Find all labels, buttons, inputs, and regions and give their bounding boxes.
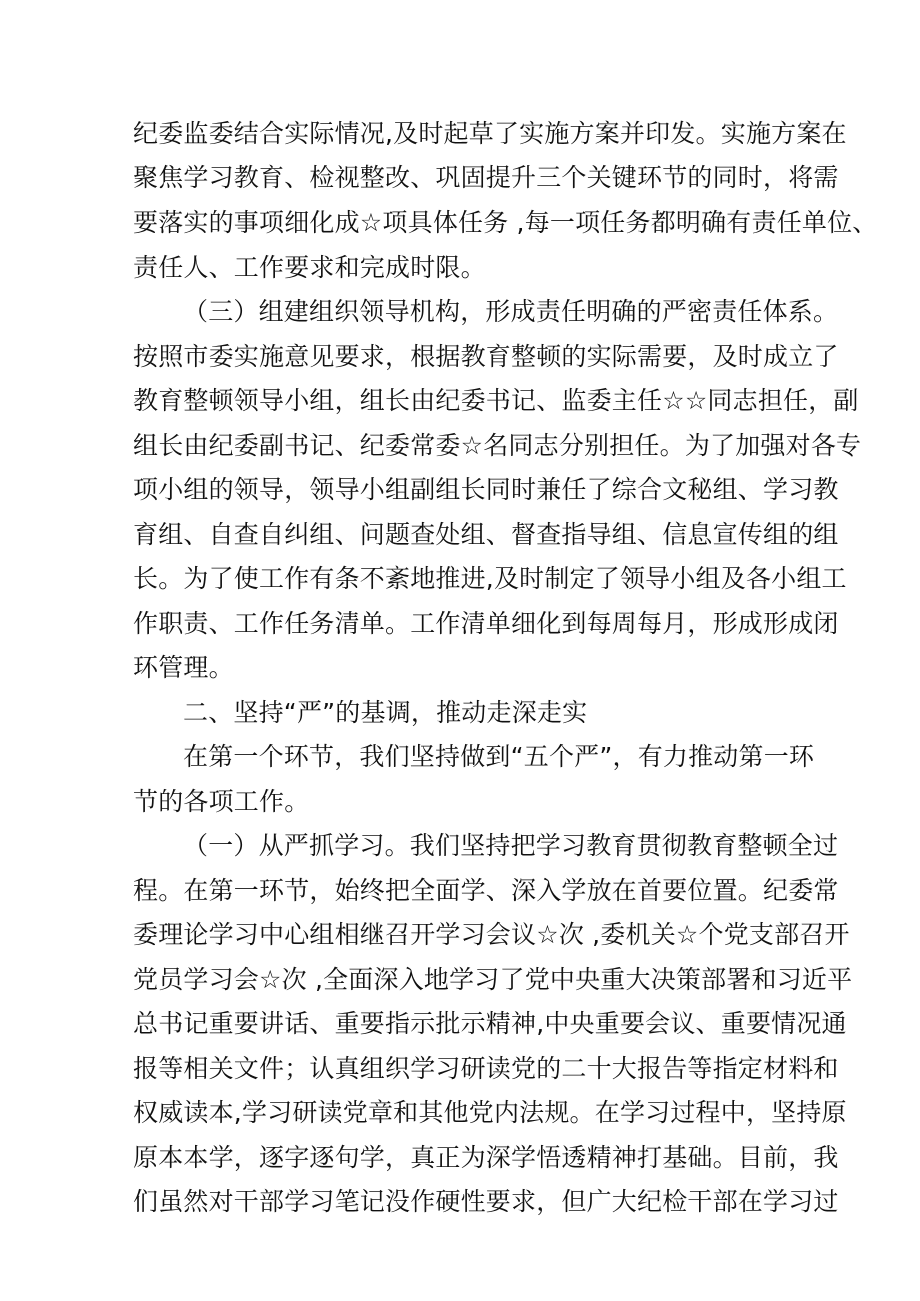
body-text-line: 总书记重要讲话、重要指示批示精神,中央重要会议、重要情况通 [133, 1009, 847, 1038]
section-heading: （三）组建组织领导机构，形成责任明确的严密责任体系。 [183, 297, 839, 326]
body-text-line: 组长由纪委副书记、纪委常委☆名同志分别担任。为了加强对各专 [133, 431, 862, 460]
body-text-line: 纪委监委结合实际情况,及时起草了实施方案并印发。实施方案在 [133, 119, 847, 148]
body-text-line: 委理论学习中心组相继召开学习会议☆次 ,委机关☆个党支部召开 [133, 920, 850, 949]
body-text-line: 原本本学，逐字逐句学，真正为深学悟透精神打基础。目前，我 [133, 1143, 839, 1172]
body-text-line: 项小组的领导，领导小组副组长同时兼任了综合文秘组、学习教 [133, 475, 839, 504]
body-text-line: 聚焦学习教育、检视整改、巩固提升三个关键环节的同时，将需 [133, 163, 839, 192]
body-text-line: 环管理。 [133, 653, 234, 682]
body-text-line: 党员学习会☆次 ,全面深入地学习了党中央重大决策部署和习近平 [133, 965, 853, 994]
section-heading: 二、坚持“严”的基调，推动走深走实 [183, 698, 588, 727]
body-text-line: 作职责、工作任务清单。工作清单细化到每周每月，形成形成闭 [133, 609, 839, 638]
body-text-line: 育组、自查自纠组、问题查处组、督查指导组、信息宣传组的组 [133, 520, 839, 549]
body-text-line: 责任人、工作要求和完成时限。 [133, 253, 486, 282]
body-text-line: 报等相关文件；认真组织学习研读党的二十大报告等指定材料和 [133, 1054, 839, 1083]
body-text-line: 程。在第一环节，始终把全面学、深入学放在首要位置。纪委常 [133, 876, 839, 905]
body-text-line: 长。为了使工作有条不紊地推进,及时制定了领导小组及各小组工 [133, 564, 847, 593]
body-text-line: 权威读本,学习研读党章和其他党内法规。在学习过程中，坚持原 [133, 1098, 847, 1127]
subsection-heading: （一）从严抓学习。我们坚持把学习教育贯彻教育整顿全过 [183, 831, 839, 860]
body-text-line: 教育整顿领导小组，组长由纪委书记、监委主任☆☆同志担任，副 [133, 386, 859, 415]
body-text-line: 在第一个环节，我们坚持做到“五个严”，有力推动第一环 [183, 742, 815, 771]
body-text-line: 按照市委实施意见要求，根据教育整顿的实际需要，及时成立了 [133, 342, 839, 371]
body-text-line: 节的各项工作。 [133, 787, 310, 816]
body-text-line: 要落实的事项细化成☆项具体任务 ,每一项任务都明确有责任单位、 [133, 208, 878, 237]
body-text-line: 们虽然对干部学习笔记没作硬性要求，但广大纪检干部在学习过 [133, 1187, 839, 1216]
